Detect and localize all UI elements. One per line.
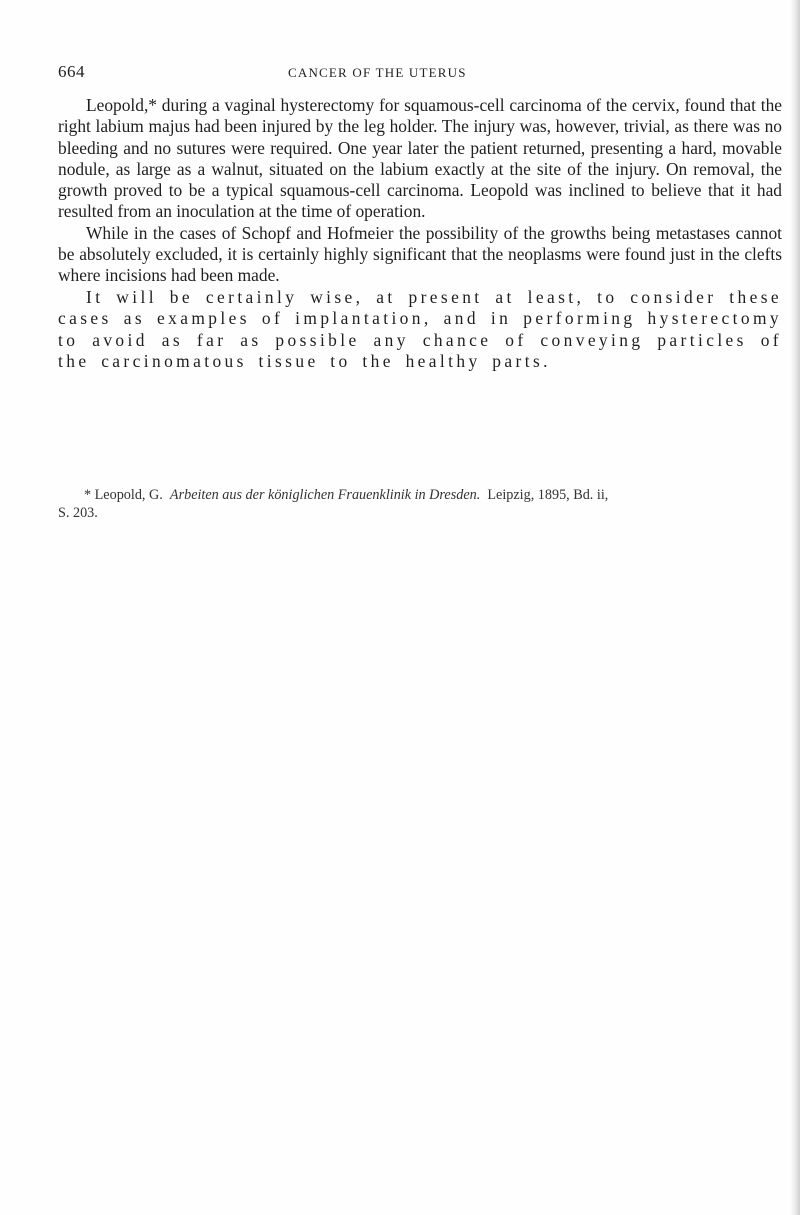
page-number: 664 [58,62,85,81]
footnote-title: Arbeiten aus der königlichen Frauenklinik in Dresden. [169,487,481,503]
page-edge-shadow [790,0,800,1215]
main-text [58,95,782,373]
footnote-author: * Leopold, G. [84,487,163,503]
footnote-line [58,486,780,504]
footnote [58,486,780,522]
running-head: CANCER OF THE UTERUS [288,65,467,80]
footnote-publication: Leipzig, 1895, Bd. ii, [487,487,609,503]
footnote-page: S. 203. [58,505,98,521]
paragraph: Leopold,* during a vaginal hysterectomy for squamous-cell carcinoma of the cervix, found that the right labium majus had been injured by the leg holder. The injury was, however, trivial, as there was no bleeding and no sutures were required. One year later the patient returned, presenting a hard, movable nodule, as large as a walnut, situated on the labium exactly at the site of the injury. On removal, the growth proved to be a typical squamous-cell carcinoma. Leopold was inclined to believe that it had resulted from an inoculation at the time of operation. [58,95,782,222]
page-header [58,62,778,82]
paragraph-spaced: It will be certainly wise, at present at least, to consider these cases as examples of implantation, and in performing hysterectomy to avoid as far as possible any chance of conveying particles of the carcinomatous tissue to the healthy parts. [58,286,782,372]
paragraph: While in the cases of Schopf and Hofmeier the possibility of the growths being metastases cannot be absolutely excluded, it is certainly highly significant that the neoplasms were found just in the clefts where incisions had been made. [58,222,782,286]
